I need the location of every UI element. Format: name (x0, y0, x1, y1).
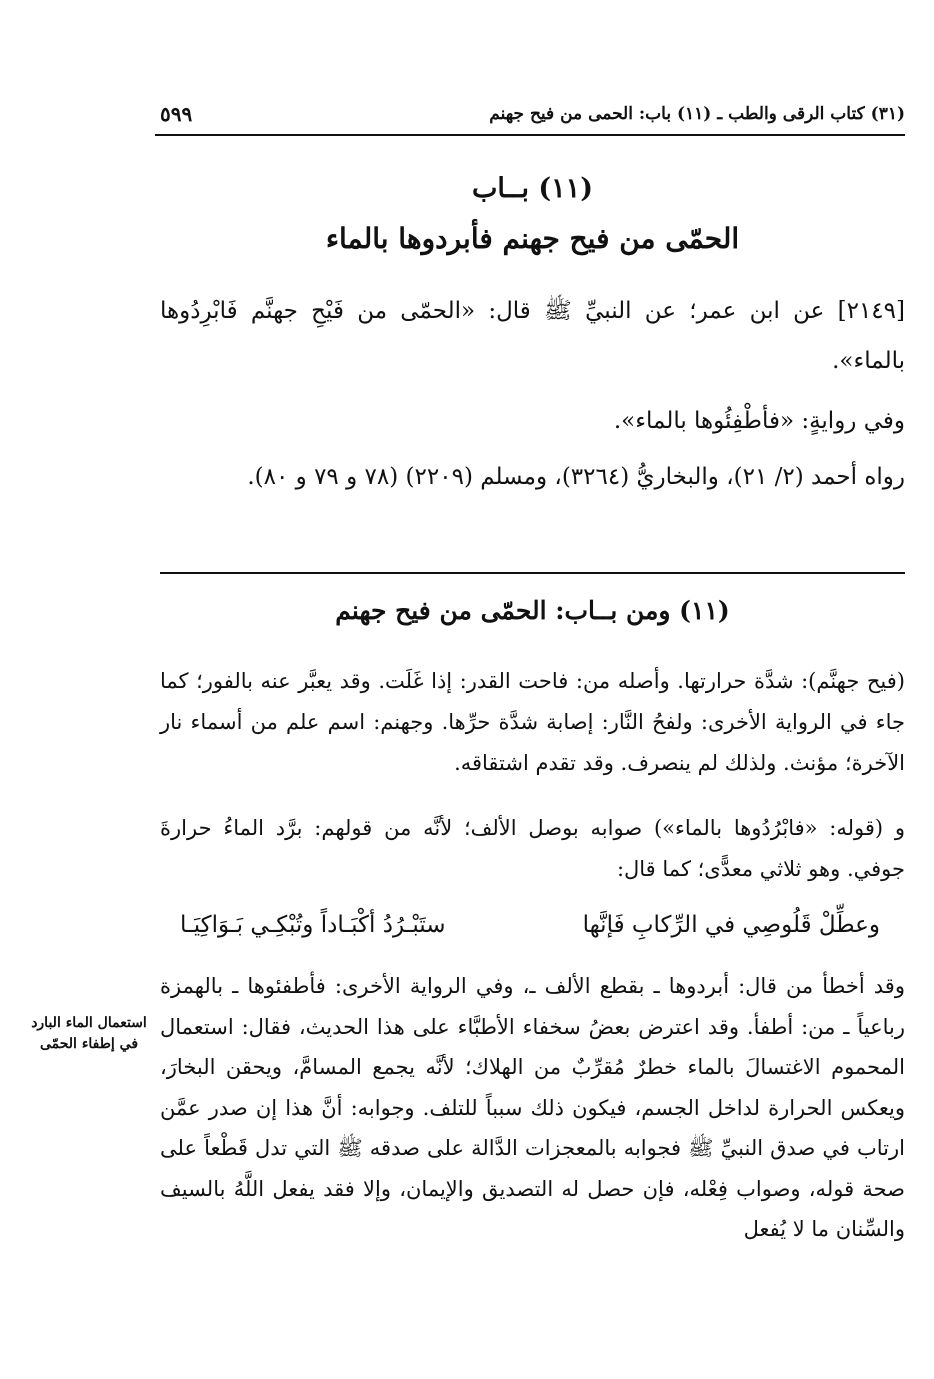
poetry-verse (180, 912, 880, 938)
page-number: ٥٩٩ (160, 102, 193, 126)
chapter-number: (١١) بــاب (472, 173, 593, 204)
commentary-paragraph-1: (فيح جهنَّم): شدَّة حرارتها. وأصله من: فاحت القدر: إذا غَلَت. وقد يعبَّر عنه بالفور؛ كما جاء في الرواية الأخرى: ولفحُ النَّار: إصابة شدَّة حرِّها. وجهنم: اسم علم من أسماء نار الآخرة؛ مؤنث. ولذلك لم ينصرف. وقد تقدم اشتقاقه. (160, 669, 905, 775)
hadith-riwaya: وفي روايةٍ: «فأطْفِئُوها بالماء». (613, 408, 905, 434)
running-header (160, 100, 905, 136)
hadith-takhrij: رواه أحمد (٢/ ٢١)، والبخاريُّ (٣٢٦٤)، ومسلم (٢٢٠٩) (٧٨ و ٧٩ و ٨٠). (247, 464, 905, 490)
verse-second-hemistich: ستَبْـرُدُ أكْبَـاداً وتُبْكِـي بَـوَاكِيَـا (180, 912, 446, 938)
commentary-paragraph-3: وقد أخطأ من قال: أبردوها ـ بقطع الألف ـ، وفي الرواية الأخرى: فأطفئوها ـ بالهمزة رباعياً ـ من: أطفأ. وقد اعترض بعضُ سخفاء الأطبَّاء على هذا الحديث، فقال: استعمال المحموم الاغتسالَ بالماء خطرٌ مُقرِّبٌ من الهلاك؛ لأنَّه يجمع المسامَّ، ويحقن البخارَ، ويعكس الحرارة لداخل الجسم، فيكون ذلك سبباً للتلف. وجوابه: أنَّ هذا إن صدر عمَّن ارتاب في صدق النبيِّ ﷺ فجوابه بالمعجزات الدَّالة على صدقه ﷺ التي تدل قَطْعاً على صحة قوله، وصواب فِعْله، فإن حصل له التصديق والإيمان، وإلا فقد يفعل اللَّهُ بالسيف والسِّنان ما لا يُفعل (160, 974, 905, 1241)
commentary-paragraph-2: و (قوله: «فابْرُدُوها بالماء») صوابه بوصل الألف؛ لأنَّه من قولهم: برَّد الماءُ حرارةَ جوفي. وهو ثلاثي معدًّى؛ كما قال: (160, 816, 905, 881)
header-rule (155, 134, 905, 136)
section-divider (160, 572, 905, 574)
margin-note: استعمال الماء البارد في إطفاء الحمّى (31, 1015, 147, 1052)
commentary-title: (١١) ومن بــاب: الحمّى من فيح جهنم (335, 596, 730, 625)
running-header-title: (٣١) كتاب الرقى والطب ـ (١١) باب: الحمى من فيح جهنم (489, 104, 905, 124)
verse-first-hemistich: وعطِّلْ قَلُوصِي في الرِّكابِ فَإنَّها (582, 912, 880, 938)
chapter-title: الحمّى من فيح جهنم فأبردوها بالماء (325, 222, 740, 255)
hadith-text: [٢١٤٩] عن ابن عمر؛ عن النبيِّ ﷺ قال: «الحمّى من فَيْحِ جهنَّم فَابْرِدُوها بالماء». (160, 298, 905, 374)
